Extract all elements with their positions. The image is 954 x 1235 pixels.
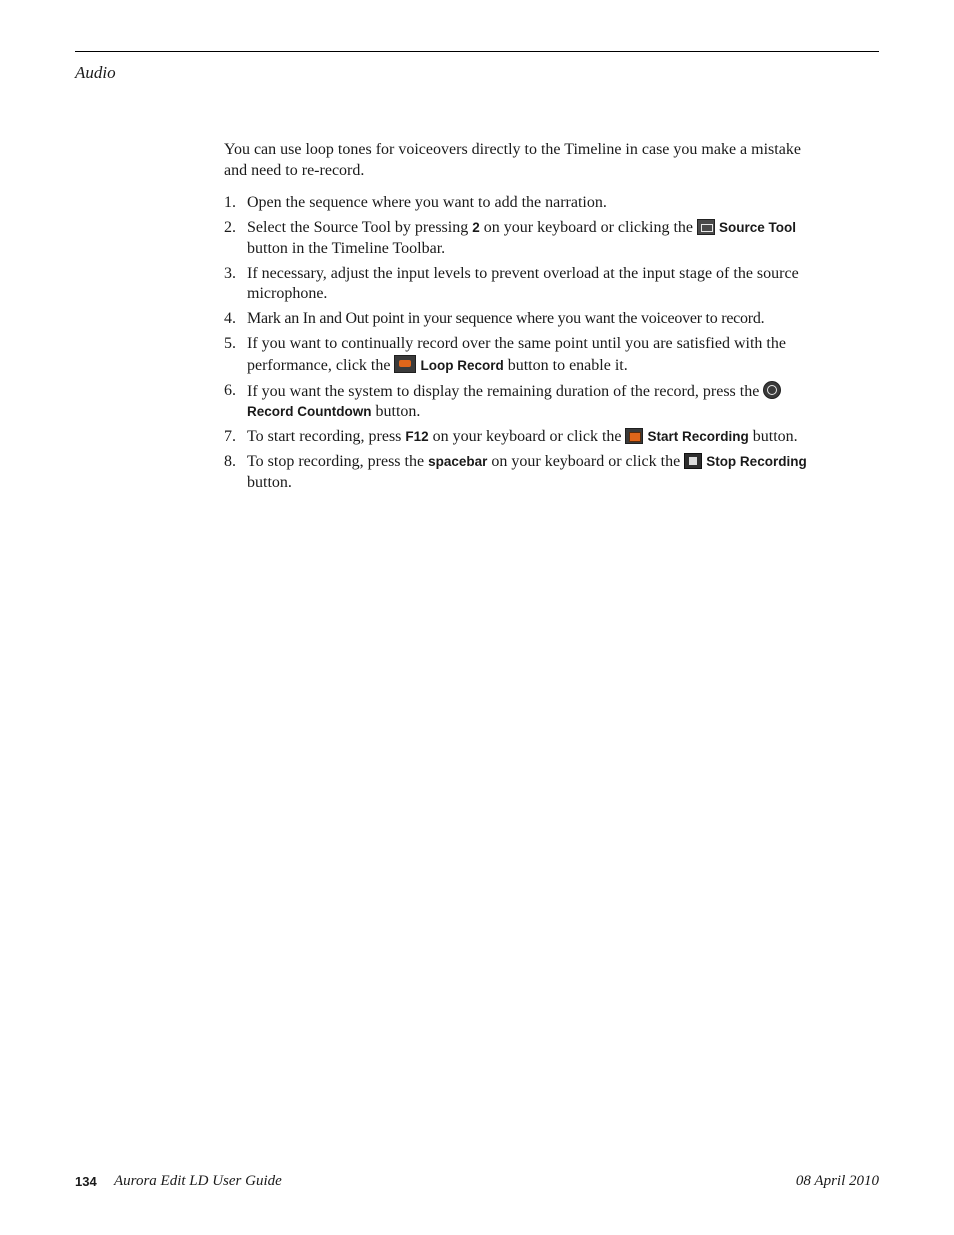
key-label: F12: [405, 429, 429, 444]
page-number: 134: [75, 1174, 97, 1189]
step-text: Open the sequence where you want to add the narration.: [247, 194, 607, 211]
step-text: button.: [371, 403, 421, 420]
step-text: button in the Timeline Toolbar.: [247, 239, 446, 257]
step-text: button.: [748, 428, 798, 445]
key-label: 2: [472, 220, 480, 235]
key-label: spacebar: [428, 454, 488, 469]
step-number: 5.: [224, 335, 236, 352]
step-text: If you want to continually record over the same point until you are satisfied with the performance, click the: [247, 335, 786, 374]
steps-list: [224, 193, 814, 493]
record-countdown-icon: [763, 381, 781, 399]
button-label: Source Tool: [719, 220, 797, 235]
step-6: [224, 381, 814, 423]
source-tool-icon: [697, 219, 715, 235]
step-text: To stop recording, press the: [247, 453, 429, 470]
step-text: Select the Source Tool by pressing: [247, 219, 473, 236]
button-label: Record Countdown: [247, 404, 372, 419]
button-label: Start Recording: [647, 429, 749, 444]
header-rule: [75, 51, 879, 52]
step-3: [224, 264, 814, 305]
step-number: 2.: [224, 219, 236, 236]
step-number: 3.: [224, 264, 236, 282]
step-text: If necessary, adjust the input levels to prevent overload at the input stage of the source microphone.: [247, 264, 799, 302]
step-text: If you want the system to display the remaining duration of the record, press the: [247, 382, 764, 400]
step-text: Mark an In and Out point in your sequence where you want the voiceover to record.: [247, 310, 765, 327]
step-text: button.: [247, 473, 292, 491]
button-label: Loop Record: [420, 357, 504, 373]
step-number: 6.: [224, 381, 236, 399]
step-4: [224, 309, 814, 330]
step-text: button to enable it.: [503, 356, 628, 374]
content: [224, 140, 814, 498]
step-text: on your keyboard or click the: [428, 428, 626, 445]
section-title: Audio: [75, 63, 116, 82]
document-title: Aurora Edit LD User Guide: [114, 1173, 282, 1189]
loop-record-icon: [394, 355, 416, 373]
intro-paragraph: You can use loop tones for voiceovers directly to the Timeline in case you make a mistake and need to re-record.: [224, 141, 801, 179]
step-text: To start recording, press: [247, 428, 406, 445]
start-recording-icon: [625, 428, 643, 444]
step-8: [224, 452, 814, 493]
step-1: [224, 193, 814, 214]
stop-recording-icon: [684, 453, 702, 469]
step-number: 1.: [224, 194, 236, 211]
button-label: Stop Recording: [706, 454, 807, 469]
step-number: 8.: [224, 453, 236, 470]
step-text: on your keyboard or clicking the: [479, 219, 698, 236]
step-2: [224, 218, 814, 259]
document-date: 08 April 2010: [795, 1173, 879, 1189]
step-5: [224, 334, 814, 376]
step-text: on your keyboard or click the: [487, 453, 685, 470]
step-number: 4.: [224, 310, 236, 327]
step-number: 7.: [224, 428, 236, 445]
step-7: [224, 427, 814, 448]
